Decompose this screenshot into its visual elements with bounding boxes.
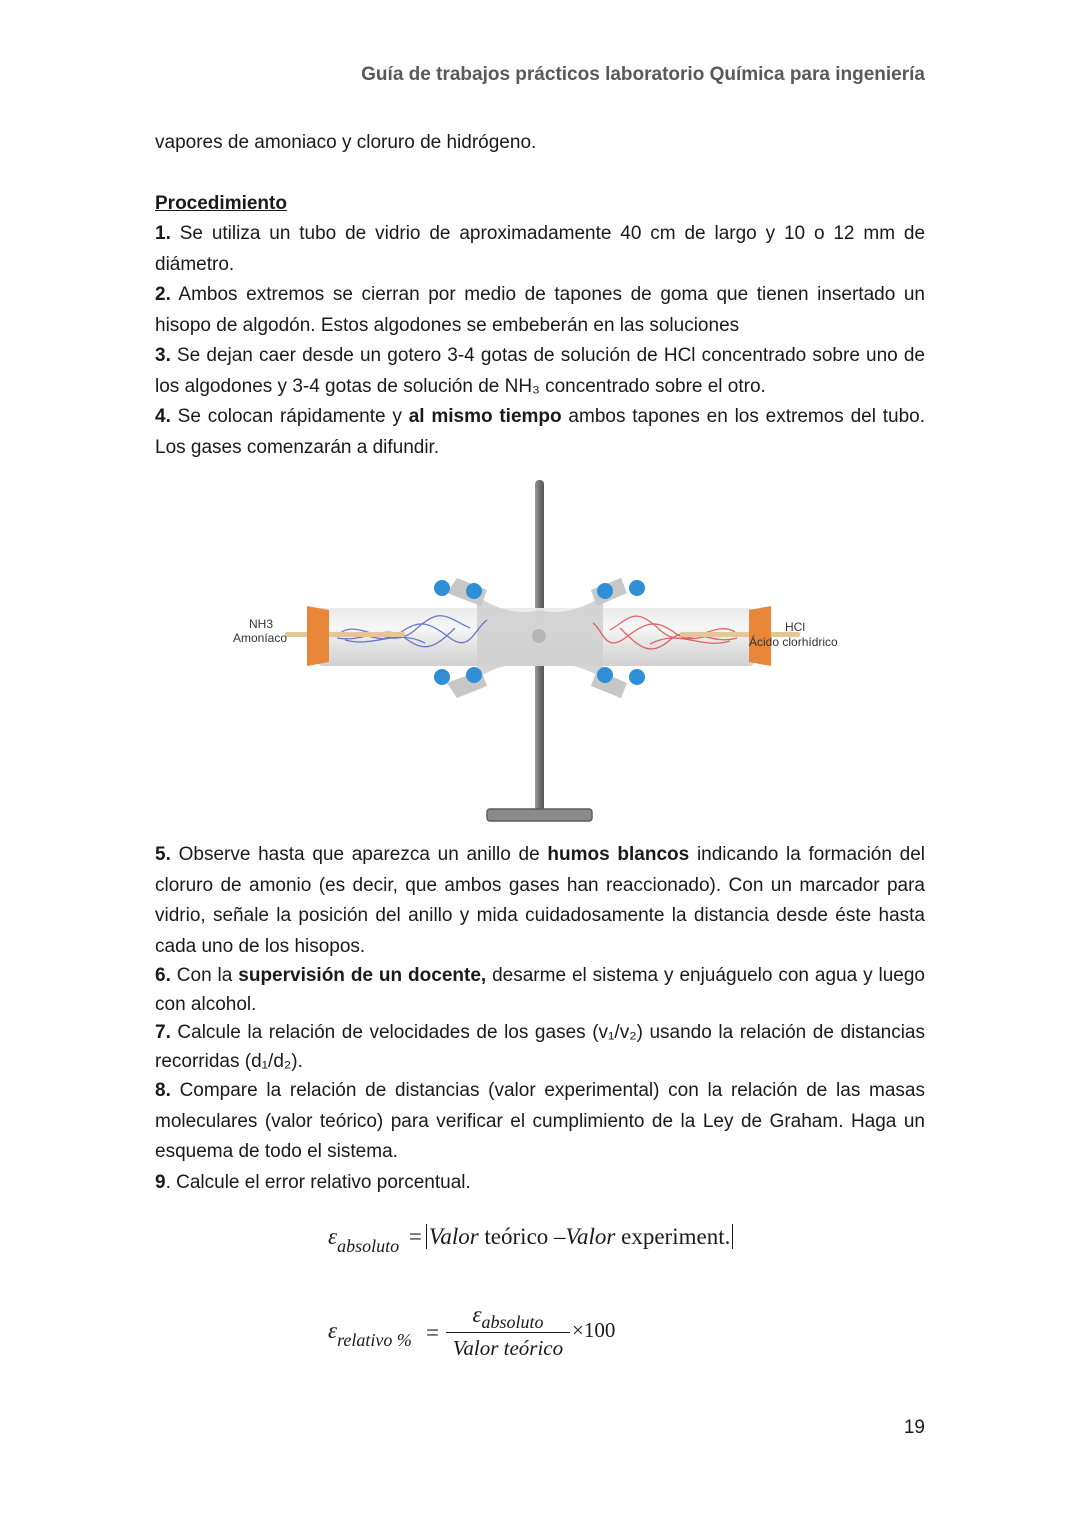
- document-body: [155, 128, 925, 463]
- rubber-stopper-left: [307, 606, 329, 666]
- step-6: 6. Con la supervisión de un docente, desarme el sistema y enjuáguelo con agua y luego con alcohol.: [155, 965, 925, 1015]
- cotton-swab-left: [285, 632, 405, 637]
- step-4: 4. Se colocan rápidamente y al mismo tiempo ambos tapones en los extremos del tubo. Los gases comenzarán a difundir.: [155, 406, 926, 458]
- document-body-continued: [155, 840, 925, 1198]
- step-3: 3. Se dejan caer desde un gotero 3-4 gotas de solución de HCl concentrado sobre uno de los algodones y 3-4 gotas de solución de NH₃ concentrado sobre el otro.: [155, 345, 925, 397]
- equation-relative-error: $\varepsilon_{relativo \%}$ = $\varepsilon_{absoluto}$ Valor teórico ×100: [328, 1302, 616, 1360]
- label-nh3-formula: NH3: [249, 617, 274, 631]
- clamp-knob: [597, 667, 613, 683]
- label-hcl-name: Ácido clorhídrico: [749, 635, 838, 649]
- clamp-knob: [434, 580, 450, 596]
- running-header: Guía de trabajos prácticos laboratorio Química para ingeniería: [361, 64, 925, 85]
- clamp-knob: [597, 583, 613, 599]
- clamp-knob: [629, 669, 645, 685]
- step-8: 8. Compare la relación de distancias (valor experimental) con la relación de las masas moleculares (valor teórico) para verificar el cumplimiento de la Ley de Graham. Haga un esquema de todo el sistema.: [155, 1080, 925, 1162]
- clamp-knob: [434, 669, 450, 685]
- section-title: Procedimiento: [155, 192, 287, 214]
- step-7: 7. Calcule la relación de velocidades de los gases (v₁/v₂) usando la relación de distancias recorridas (d₁/d₂).: [155, 1022, 925, 1072]
- diffusion-apparatus-figure: [225, 478, 865, 828]
- intro-line: vapores de amoniaco y cloruro de hidrógeno.: [155, 132, 537, 153]
- clamp-knob: [629, 580, 645, 596]
- step-9: 9. Calcule el error relativo porcentual.: [155, 1171, 471, 1193]
- step-2: 2. Ambos extremos se cierran por medio de tapones de goma que tienen insertado un hisopo de algodón. Estos algodones se embeberán en las soluciones: [155, 284, 926, 336]
- label-hcl-formula: HCl: [785, 620, 805, 634]
- label-nh3-name: Amoníaco: [233, 631, 288, 645]
- stand-base: [487, 809, 592, 821]
- clamp-knob: [466, 583, 482, 599]
- clamp-knob: [466, 667, 482, 683]
- equation-absolute-error: $\varepsilon_{absoluto}$ = Valor teórico –Valor experiment.: [328, 1224, 733, 1250]
- step-5: 5. Observe hasta que aparezca un anillo de humos blancos indicando la formación del cloruro de amonio (es decir, que ambos gases han reaccionado). Con un marcador para vidrio, señale la posición del anillo y mida cuidadosamente la distancia desde éste hasta cada uno de los hisopos.: [155, 844, 926, 957]
- step-1: 1. Se utiliza un tubo de vidrio de aproximadamente 40 cm de largo y 10 o 12 mm de diámetro.: [155, 223, 926, 275]
- page-number: 19: [903, 1417, 925, 1438]
